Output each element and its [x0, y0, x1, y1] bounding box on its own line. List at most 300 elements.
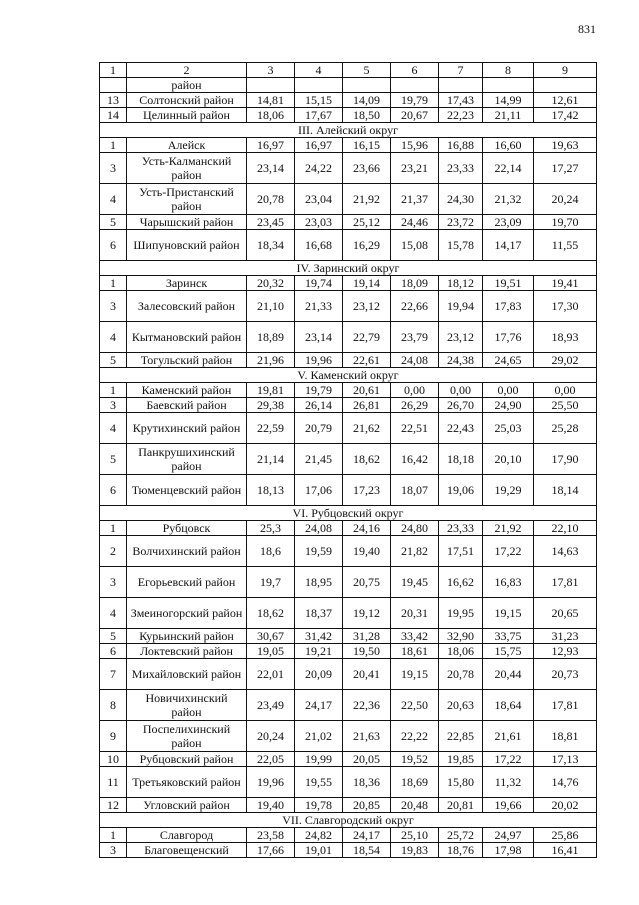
- value-cell: 18,06: [439, 644, 483, 659]
- header-row: [100, 63, 597, 78]
- value-cell: 19,83: [391, 843, 439, 858]
- value-cell: 14,76: [534, 767, 597, 798]
- section-title: IV. Заринский округ: [100, 261, 597, 276]
- value-cell: 20,48: [391, 798, 439, 813]
- value-cell: 14,17: [483, 230, 534, 261]
- table-row: [100, 383, 597, 398]
- value-cell: 20,75: [343, 567, 391, 598]
- value-cell: 25,10: [391, 828, 439, 843]
- value-cell: 17,30: [534, 291, 597, 322]
- value-cell: 26,81: [343, 398, 391, 413]
- value-cell: 21,32: [483, 184, 534, 215]
- value-cell: 23,12: [439, 322, 483, 353]
- value-cell: 24,17: [343, 828, 391, 843]
- value-cell: 19,05: [247, 644, 295, 659]
- value-cell: 20,61: [343, 383, 391, 398]
- table-row: [100, 291, 597, 322]
- value-cell: 21,92: [343, 184, 391, 215]
- value-cell: 18,14: [534, 475, 597, 506]
- value-cell: 21,92: [483, 521, 534, 536]
- data-table: [99, 62, 597, 858]
- value-cell: 19,74: [295, 276, 343, 291]
- row-number: 3: [100, 153, 127, 184]
- row-number: 3: [100, 398, 127, 413]
- district-name: Угловский район: [127, 798, 247, 813]
- table-row: [100, 598, 597, 629]
- header-cell: 4: [295, 63, 343, 78]
- value-cell: 16,42: [391, 444, 439, 475]
- value-cell: 17,98: [483, 843, 534, 858]
- row-number: 13: [100, 93, 127, 108]
- value-cell: 24,08: [295, 521, 343, 536]
- value-cell: 19,52: [391, 752, 439, 767]
- value-cell: 20,32: [247, 276, 295, 291]
- district-name: район: [127, 78, 247, 93]
- table-row: [100, 644, 597, 659]
- section-row: [100, 123, 597, 138]
- value-cell: 21,02: [295, 721, 343, 752]
- value-cell: 19,40: [247, 798, 295, 813]
- value-cell: 23,14: [247, 153, 295, 184]
- value-cell: 16,83: [483, 567, 534, 598]
- value-cell: 21,33: [295, 291, 343, 322]
- value-cell: 17,81: [534, 690, 597, 721]
- district-name: Залесовский район: [127, 291, 247, 322]
- header-cell: 8: [483, 63, 534, 78]
- table-row: [100, 798, 597, 813]
- value-cell: 17,81: [534, 567, 597, 598]
- value-cell: [483, 78, 534, 93]
- header-cell: 3: [247, 63, 295, 78]
- value-cell: 20,10: [483, 444, 534, 475]
- value-cell: 21,14: [247, 444, 295, 475]
- value-cell: 16,88: [439, 138, 483, 153]
- value-cell: 21,63: [343, 721, 391, 752]
- value-cell: 21,82: [391, 536, 439, 567]
- value-cell: 26,29: [391, 398, 439, 413]
- row-number: 5: [100, 444, 127, 475]
- value-cell: 0,00: [534, 383, 597, 398]
- section-title: V. Каменский округ: [100, 368, 597, 383]
- value-cell: 23,79: [391, 322, 439, 353]
- row-number: 7: [100, 659, 127, 690]
- value-cell: [534, 78, 597, 93]
- section-row: [100, 368, 597, 383]
- row-number: 1: [100, 138, 127, 153]
- district-name: Благовещенский: [127, 843, 247, 858]
- district-name: Заринск: [127, 276, 247, 291]
- value-cell: 22,61: [343, 353, 391, 368]
- value-cell: 20,24: [247, 721, 295, 752]
- value-cell: 20,09: [295, 659, 343, 690]
- value-cell: 18,06: [247, 108, 295, 123]
- value-cell: 16,68: [295, 230, 343, 261]
- value-cell: 19,40: [343, 536, 391, 567]
- value-cell: 20,79: [295, 413, 343, 444]
- table-row: [100, 353, 597, 368]
- value-cell: 18,54: [343, 843, 391, 858]
- value-cell: 11,32: [483, 767, 534, 798]
- table-row: [100, 276, 597, 291]
- value-cell: 20,02: [534, 798, 597, 813]
- value-cell: [439, 78, 483, 93]
- row-number: 5: [100, 353, 127, 368]
- table-row: [100, 828, 597, 843]
- district-name: Панкрушихинский район: [127, 444, 247, 475]
- value-cell: 20,78: [439, 659, 483, 690]
- row-number: 3: [100, 567, 127, 598]
- district-name: Кытмановский район: [127, 322, 247, 353]
- district-name: Чарышский район: [127, 215, 247, 230]
- value-cell: 20,65: [534, 598, 597, 629]
- value-cell: 19,50: [343, 644, 391, 659]
- value-cell: 33,42: [391, 629, 439, 644]
- value-cell: 30,67: [247, 629, 295, 644]
- value-cell: 17,22: [483, 536, 534, 567]
- value-cell: 20,81: [439, 798, 483, 813]
- header-cell: 6: [391, 63, 439, 78]
- value-cell: 20,24: [534, 184, 597, 215]
- value-cell: 22,66: [391, 291, 439, 322]
- value-cell: 23,33: [439, 153, 483, 184]
- value-cell: 12,93: [534, 644, 597, 659]
- value-cell: 19,21: [295, 644, 343, 659]
- value-cell: 18,09: [391, 276, 439, 291]
- district-name: Тогульский район: [127, 353, 247, 368]
- table-row: [100, 629, 597, 644]
- value-cell: 18,76: [439, 843, 483, 858]
- table-row: [100, 536, 597, 567]
- value-cell: 25,50: [534, 398, 597, 413]
- row-number: 12: [100, 798, 127, 813]
- value-cell: 19,94: [439, 291, 483, 322]
- row-number: 14: [100, 108, 127, 123]
- value-cell: 20,63: [439, 690, 483, 721]
- value-cell: 16,97: [247, 138, 295, 153]
- row-number: 8: [100, 690, 127, 721]
- value-cell: 20,85: [343, 798, 391, 813]
- value-cell: 19,7: [247, 567, 295, 598]
- value-cell: 24,46: [391, 215, 439, 230]
- value-cell: 17,06: [295, 475, 343, 506]
- value-cell: 20,67: [391, 108, 439, 123]
- value-cell: 22,05: [247, 752, 295, 767]
- value-cell: 17,43: [439, 93, 483, 108]
- value-cell: 18,69: [391, 767, 439, 798]
- value-cell: 21,10: [247, 291, 295, 322]
- header-cell: 9: [534, 63, 597, 78]
- value-cell: 14,63: [534, 536, 597, 567]
- value-cell: 17,42: [534, 108, 597, 123]
- district-name: Крутихинский район: [127, 413, 247, 444]
- table-row: [100, 215, 597, 230]
- table-row: [100, 521, 597, 536]
- row-number: 3: [100, 843, 127, 858]
- value-cell: 21,61: [483, 721, 534, 752]
- district-name: Курьинский район: [127, 629, 247, 644]
- value-cell: 31,42: [295, 629, 343, 644]
- value-cell: 14,81: [247, 93, 295, 108]
- section-title: III. Алейский округ: [100, 123, 597, 138]
- value-cell: 18,61: [391, 644, 439, 659]
- value-cell: 18,64: [483, 690, 534, 721]
- value-cell: 19,78: [295, 798, 343, 813]
- row-number: 1: [100, 828, 127, 843]
- value-cell: 23,33: [439, 521, 483, 536]
- table-row: [100, 413, 597, 444]
- value-cell: 19,79: [295, 383, 343, 398]
- value-cell: 23,66: [343, 153, 391, 184]
- value-cell: 23,14: [295, 322, 343, 353]
- value-cell: 15,78: [439, 230, 483, 261]
- value-cell: 19,70: [534, 215, 597, 230]
- value-cell: 17,23: [343, 475, 391, 506]
- value-cell: 23,58: [247, 828, 295, 843]
- value-cell: 22,85: [439, 721, 483, 752]
- value-cell: 19,63: [534, 138, 597, 153]
- value-cell: 20,44: [483, 659, 534, 690]
- value-cell: 22,22: [391, 721, 439, 752]
- district-name: Рубцовский район: [127, 752, 247, 767]
- value-cell: 18,62: [343, 444, 391, 475]
- row-number: 6: [100, 644, 127, 659]
- page-number: 831: [578, 22, 596, 36]
- table-row: [100, 752, 597, 767]
- district-name: Новичихинский район: [127, 690, 247, 721]
- value-cell: 18,62: [247, 598, 295, 629]
- value-cell: 16,41: [534, 843, 597, 858]
- value-cell: 31,23: [534, 629, 597, 644]
- value-cell: 25,03: [483, 413, 534, 444]
- table-row: [100, 184, 597, 215]
- value-cell: 19,79: [391, 93, 439, 108]
- value-cell: 17,13: [534, 752, 597, 767]
- value-cell: 18,18: [439, 444, 483, 475]
- value-cell: 22,14: [483, 153, 534, 184]
- row-number: 9: [100, 721, 127, 752]
- table-row: [100, 138, 597, 153]
- value-cell: 24,22: [295, 153, 343, 184]
- value-cell: 17,83: [483, 291, 534, 322]
- table-row: [100, 78, 597, 93]
- value-cell: 19,96: [295, 353, 343, 368]
- table-row: [100, 444, 597, 475]
- header-cell: 5: [343, 63, 391, 78]
- row-number: 4: [100, 413, 127, 444]
- district-name: Третьяковский район: [127, 767, 247, 798]
- value-cell: 19,59: [295, 536, 343, 567]
- value-cell: 16,97: [295, 138, 343, 153]
- value-cell: 24,82: [295, 828, 343, 843]
- value-cell: 15,96: [391, 138, 439, 153]
- value-cell: 25,12: [343, 215, 391, 230]
- value-cell: 22,23: [439, 108, 483, 123]
- row-number: 2: [100, 536, 127, 567]
- value-cell: 19,29: [483, 475, 534, 506]
- value-cell: 11,55: [534, 230, 597, 261]
- value-cell: 25,72: [439, 828, 483, 843]
- row-number: 10: [100, 752, 127, 767]
- value-cell: 20,31: [391, 598, 439, 629]
- row-number: 6: [100, 230, 127, 261]
- value-cell: 22,01: [247, 659, 295, 690]
- value-cell: 15,08: [391, 230, 439, 261]
- value-cell: 21,62: [343, 413, 391, 444]
- district-name: Волчихинский район: [127, 536, 247, 567]
- value-cell: 26,70: [439, 398, 483, 413]
- value-cell: 19,99: [295, 752, 343, 767]
- row-number: 1: [100, 276, 127, 291]
- table-body: [100, 63, 597, 858]
- value-cell: 24,30: [439, 184, 483, 215]
- value-cell: [343, 78, 391, 93]
- district-name: Солтонский район: [127, 93, 247, 108]
- table-row: [100, 721, 597, 752]
- section-row: [100, 813, 597, 828]
- value-cell: 23,12: [343, 291, 391, 322]
- value-cell: 18,07: [391, 475, 439, 506]
- value-cell: 17,22: [483, 752, 534, 767]
- value-cell: 19,45: [391, 567, 439, 598]
- value-cell: 0,00: [439, 383, 483, 398]
- district-name: Шипуновский район: [127, 230, 247, 261]
- value-cell: 23,72: [439, 215, 483, 230]
- header-cell: 7: [439, 63, 483, 78]
- value-cell: 19,66: [483, 798, 534, 813]
- value-cell: 20,41: [343, 659, 391, 690]
- value-cell: 29,38: [247, 398, 295, 413]
- district-name: Алейск: [127, 138, 247, 153]
- value-cell: 18,13: [247, 475, 295, 506]
- table-row: [100, 767, 597, 798]
- value-cell: 18,12: [439, 276, 483, 291]
- section-row: [100, 261, 597, 276]
- value-cell: 22,51: [391, 413, 439, 444]
- value-cell: [391, 78, 439, 93]
- value-cell: 22,36: [343, 690, 391, 721]
- district-name: Каменский район: [127, 383, 247, 398]
- value-cell: 24,80: [391, 521, 439, 536]
- value-cell: 25,3: [247, 521, 295, 536]
- value-cell: 21,11: [483, 108, 534, 123]
- row-number: 6: [100, 475, 127, 506]
- value-cell: 18,93: [534, 322, 597, 353]
- header-cell: 2: [127, 63, 247, 78]
- value-cell: 15,75: [483, 644, 534, 659]
- value-cell: 17,67: [295, 108, 343, 123]
- value-cell: 31,28: [343, 629, 391, 644]
- table-row: [100, 108, 597, 123]
- value-cell: 17,66: [247, 843, 295, 858]
- value-cell: 16,15: [343, 138, 391, 153]
- value-cell: 24,97: [483, 828, 534, 843]
- value-cell: 19,41: [534, 276, 597, 291]
- value-cell: 19,06: [439, 475, 483, 506]
- value-cell: 22,59: [247, 413, 295, 444]
- value-cell: 19,51: [483, 276, 534, 291]
- row-number: 1: [100, 521, 127, 536]
- header-cell: 1: [100, 63, 127, 78]
- value-cell: 24,90: [483, 398, 534, 413]
- table-row: [100, 475, 597, 506]
- value-cell: 22,79: [343, 322, 391, 353]
- value-cell: 19,01: [295, 843, 343, 858]
- value-cell: 19,12: [343, 598, 391, 629]
- value-cell: 24,17: [295, 690, 343, 721]
- row-number: 11: [100, 767, 127, 798]
- value-cell: 23,45: [247, 215, 295, 230]
- value-cell: 21,96: [247, 353, 295, 368]
- district-name: Славгород: [127, 828, 247, 843]
- value-cell: 19,15: [391, 659, 439, 690]
- value-cell: 18,81: [534, 721, 597, 752]
- value-cell: 18,95: [295, 567, 343, 598]
- value-cell: 18,6: [247, 536, 295, 567]
- district-name: Тюменцевский район: [127, 475, 247, 506]
- value-cell: 33,75: [483, 629, 534, 644]
- value-cell: 0,00: [483, 383, 534, 398]
- value-cell: 25,86: [534, 828, 597, 843]
- value-cell: 22,43: [439, 413, 483, 444]
- row-number: 4: [100, 184, 127, 215]
- table-row: [100, 230, 597, 261]
- table-row: [100, 153, 597, 184]
- value-cell: 18,37: [295, 598, 343, 629]
- value-cell: 19,85: [439, 752, 483, 767]
- value-cell: [295, 78, 343, 93]
- section-title: VII. Славгородский округ: [100, 813, 597, 828]
- value-cell: 19,15: [483, 598, 534, 629]
- value-cell: 22,50: [391, 690, 439, 721]
- table-row: [100, 843, 597, 858]
- value-cell: 15,80: [439, 767, 483, 798]
- district-name: Баевский район: [127, 398, 247, 413]
- table-row: [100, 398, 597, 413]
- value-cell: 23,49: [247, 690, 295, 721]
- value-cell: 24,38: [439, 353, 483, 368]
- value-cell: 19,81: [247, 383, 295, 398]
- table-row: [100, 93, 597, 108]
- row-number: [100, 78, 127, 93]
- table-row: [100, 690, 597, 721]
- value-cell: 32,90: [439, 629, 483, 644]
- value-cell: 25,28: [534, 413, 597, 444]
- table-row: [100, 322, 597, 353]
- value-cell: 29,02: [534, 353, 597, 368]
- row-number: 5: [100, 215, 127, 230]
- value-cell: 22,10: [534, 521, 597, 536]
- value-cell: 17,76: [483, 322, 534, 353]
- district-name: Поспелихинский район: [127, 721, 247, 752]
- value-cell: 18,89: [247, 322, 295, 353]
- value-cell: 0,00: [391, 383, 439, 398]
- value-cell: 19,95: [439, 598, 483, 629]
- section-row: [100, 506, 597, 521]
- section-title: VI. Рубцовский округ: [100, 506, 597, 521]
- district-name: Целинный район: [127, 108, 247, 123]
- value-cell: 17,90: [534, 444, 597, 475]
- value-cell: 17,27: [534, 153, 597, 184]
- value-cell: 23,09: [483, 215, 534, 230]
- row-number: 5: [100, 629, 127, 644]
- district-name: Локтевский район: [127, 644, 247, 659]
- value-cell: 23,03: [295, 215, 343, 230]
- value-cell: 19,55: [295, 767, 343, 798]
- district-name: Егорьевский район: [127, 567, 247, 598]
- row-number: 3: [100, 291, 127, 322]
- value-cell: 24,16: [343, 521, 391, 536]
- value-cell: 14,09: [343, 93, 391, 108]
